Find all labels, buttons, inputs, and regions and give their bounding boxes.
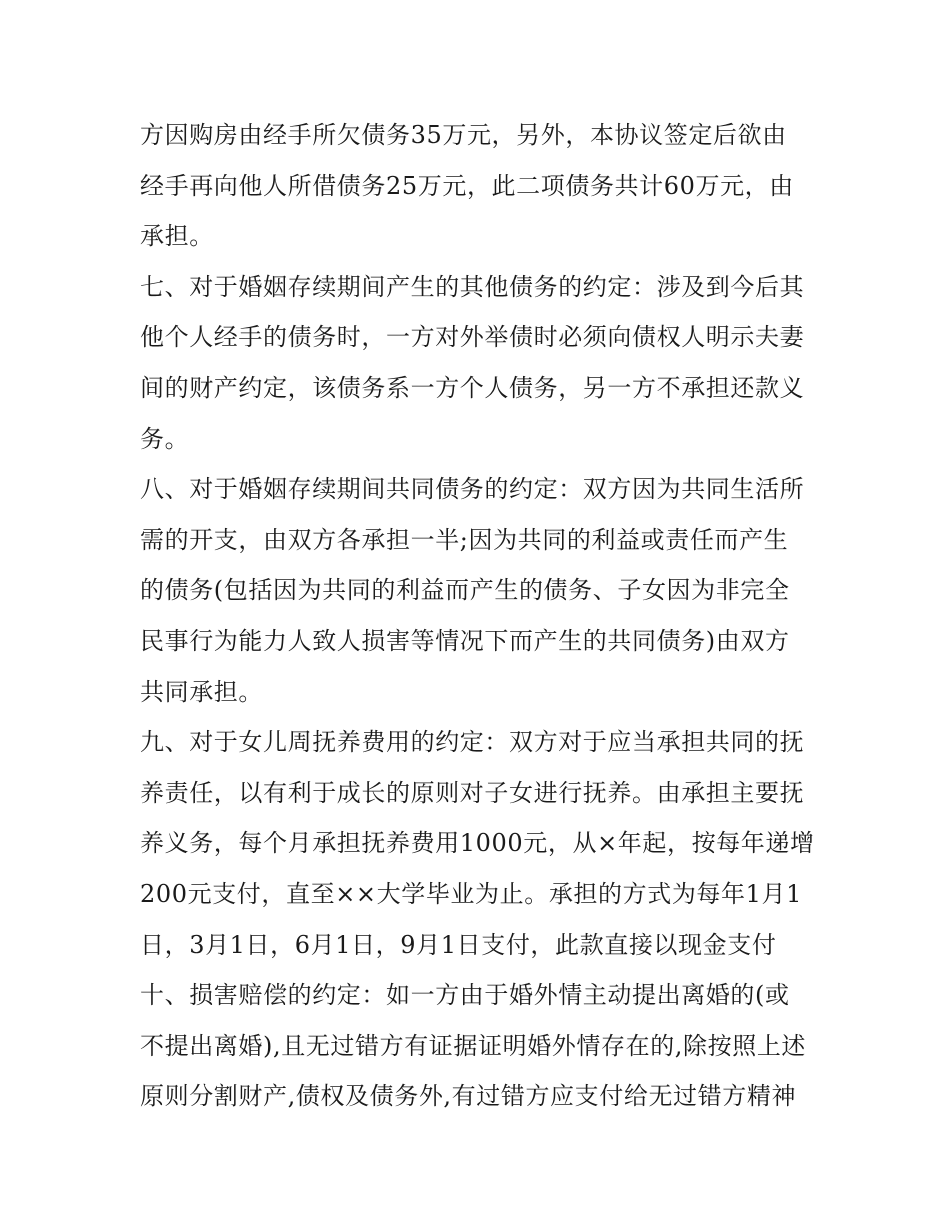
text-line: 承担。 — [140, 222, 214, 251]
text-line: 的债务(包括因为共同的利益而产生的债务、子女因为非完全 — [140, 576, 790, 605]
text-line: 养义务，每个月承担抚养费用1000元，从×年起，按每年递增 — [140, 829, 815, 858]
text-line: 200元支付，直至××大学毕业为止。承担的方式为每年1月1 — [140, 879, 802, 908]
text-line: 七、对于婚姻存续期间产生的其他债务的约定：涉及到今后其 — [140, 272, 805, 301]
text-line: 他个人经手的债务时，一方对外举债时必须向债权人明示夫妻 — [140, 323, 805, 352]
text-line: 共同承担。 — [140, 677, 263, 706]
text-line: 需的开支，由双方各承担一半;因为共同的利益或责任而产生 — [140, 525, 789, 554]
text-line: 九、对于女儿周抚养费用的约定：双方对于应当承担共同的抚 — [140, 728, 805, 757]
text-line: 间的财产约定，该债务系一方个人债务，另一方不承担还款义 — [140, 373, 805, 402]
text-line: 经手再向他人所借债务25万元，此二项债务共计60万元，由 — [140, 171, 794, 200]
text-line: 原则分割财产,债权及债务外,有过错方应支付给无过错方精神 — [140, 1082, 797, 1111]
text-line: 不提出离婚),且无过错方有证据证明婚外情存在的,除按照上述 — [140, 1031, 807, 1060]
document-body — [140, 110, 820, 1122]
text-line: 日，3月1日，6月1日，9月1日支付，此款直接以现金支付 — [140, 930, 777, 959]
text-line: 方因购房由经手所欠债务35万元，另外，本协议签定后欲由 — [140, 121, 787, 149]
text-line: 民事行为能力人致人损害等情况下而产生的共同债务)由双方 — [140, 626, 790, 655]
text-line: 十、损害赔偿的约定：如一方由于婚外情主动提出离婚的(或 — [140, 981, 790, 1010]
text-line: 八、对于婚姻存续期间共同债务的约定：双方因为共同生活所 — [140, 475, 805, 504]
text-line: 养责任，以有利于成长的原则对子女进行抚养。由承担主要抚 — [140, 778, 805, 807]
text-line: 务。 — [140, 424, 190, 453]
